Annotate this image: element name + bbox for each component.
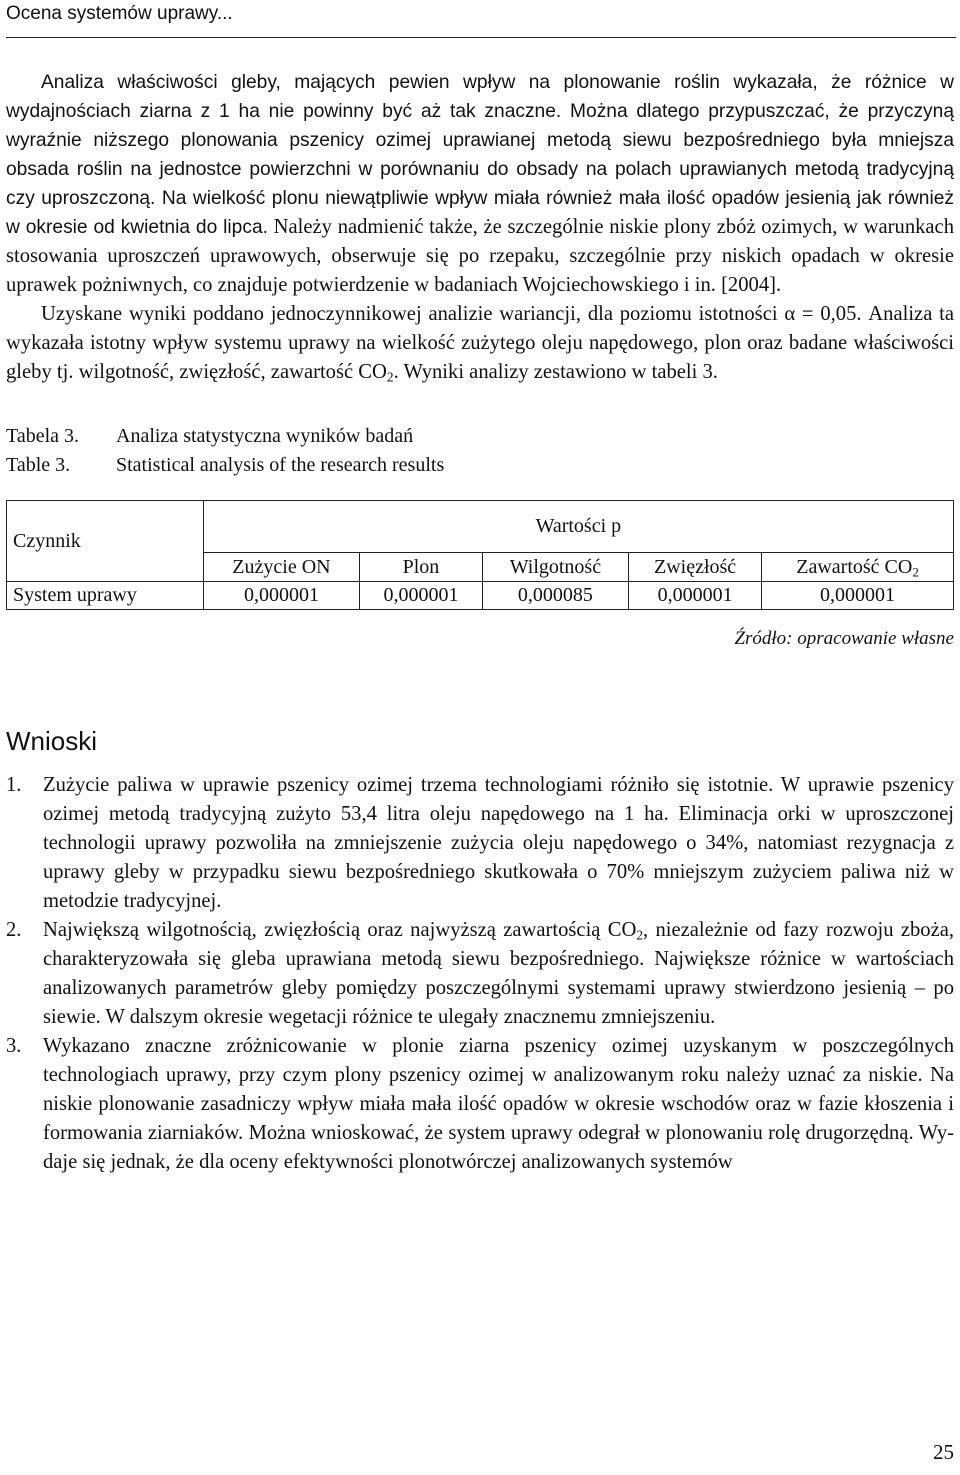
caption-en [6,451,954,480]
table-header-row [7,501,954,553]
source-note: Źródło: opracowanie własne [734,628,954,649]
list-item-number: 1. [6,774,22,796]
col-header: Zużycie ON [203,553,359,582]
col-header: Zwięzłość [629,553,762,582]
caption-pl-label: Tabela 3. [6,425,80,447]
list-item-number: 2. [6,919,22,941]
body-text [6,68,954,1177]
paragraph-soil-analysis [6,68,954,300]
table-cell: 0,000001 [203,582,359,610]
table-cell: 0,000085 [482,582,628,610]
col-header: Plon [360,553,483,582]
list-item-text-b: , niezależnie od fazy rozwoju zboża, charakteryzowała się gleba uprawiana metodą siewu bezpośredniego. Największe różnice w wartościach analizowanych parametrów gleby pomiędzy poszczególnymi systemami uprawy stwierdzono jesienią – po siewie. W dalszym okresie wegetacji różnice te ulegały znacznemu zmniejszeniu. [43,919,954,1028]
factor-header: Czynnik [7,501,204,582]
header-rule [6,37,956,38]
list-item [6,916,954,1032]
paragraph-soil-analysis-sans: Analiza właściwości gleby, mających pewien wpływ na plonowanie roślin wykazała, że różnice w wydajnościach ziarna z 1 ha nie powinny być aż tak znaczne. Można dlatego przypuszczać, że przyczyną wyraźnie niższego plonowania pszenicy ozimej uprawianej metodą siewu bezpośredniego była mniejsza obsada roślin na jednostce powierzchni w porównaniu do obsady na polach uprawianych metodą tradycyjną czy uproszczoną. Na wielkość plonu niewątpliwie wpływ miała również mała ilość opadów jesienią jak również w okresie od kwietnia do lipca. [6,72,954,238]
running-title: Ocena systemów uprawy... [6,3,233,24]
section-title: Wnioski [6,726,98,756]
list-item-text-a: Największą wilgotnością, zwięzłością oraz najwyższą zawartością CO [43,919,637,941]
list-item [6,1032,954,1177]
table-caption [6,422,954,480]
list-item-text: Wykazano znaczne zróżnicowanie w plonie ziarna pszenicy ozimej uzyskanym w poszczególnych technologiach uprawy, przy czym plony pszenicy ozimej w analizowanym roku należy uznać za niskie. Na niskie plonowanie zasadniczy wpływ miała mała ilość opadów w okresie wschodów oraz w fazie kłoszenia i formowania ziarniaków. Można wnioskować, że system uprawy odegrał w plonowaniu rolę drugorzędną. Wydaje się jednak, że dla oceny efektywności plonotwórczej analizowanych systemów [43,1035,954,1173]
caption-pl [6,422,954,451]
variance-text-a: Uzyskane wyniki poddano jednoczynnikowej analizie wariancji, dla poziomu istotności α = 0,05. Analiza ta wykazała istotny wpływ systemu uprawy na wielkość zużytego oleju napędowego, plon oraz badane właściwości gleby tj. wilgotność, zwięzłość, zawartość CO [6,303,954,383]
results-table [6,500,954,610]
paragraph-variance-analysis [6,300,954,387]
table-row [7,582,954,610]
caption-en-text: Statistical analysis of the research results [116,454,445,476]
paragraph-soil-analysis-serif: Należy nadmienić także, że szczególnie niskie plony zbóż ozimych, w warunkach stosowania uproszczeń uprawowych, obserwuje się po rzepaku, szczególnie przy niskich opadach w okresie uprawek pożniwnych, co znajduje potwierdzenie w badaniach Wojciechowskiego i in. [2004]. [6,216,954,296]
caption-en-label: Table 3. [6,454,71,476]
table-cell: 0,000001 [629,582,762,610]
col-header: Wilgotność [482,553,628,582]
page-number: 25 [933,1440,954,1464]
caption-pl-text: Analiza statystyczna wyników badań [116,425,414,447]
list-item-text: Zużycie paliwa w uprawie pszenicy ozimej trzema technologiami różniło się istotnie. W uprawie pszenicy ozimej metodą tradycyjną zużyto 53,4 litra oleju napędowego na 1 ha. Eliminacja orki w uproszczonej technologii uprawy pozwoliła na zmniejszenie zużycia oleju napędowego o 34%, natomiast rezygnacja z uprawy gleby w przypadku siewu bezpośredniego skutkowała o 70% mniejszym zużyciem paliwa niż w metodzie tradycyjnej. [43,774,954,912]
variance-co2-sub: 2 [386,369,394,385]
col-header-co2-text: Zawartość CO [796,555,913,578]
conclusions-list [6,771,954,1177]
col-header-co2 [762,553,954,582]
list-item-number: 3. [6,1035,22,1057]
table-cell: 0,000001 [762,582,954,610]
col-header-co2-sub: 2 [912,563,919,579]
row-label: System uprawy [7,582,204,610]
list-item-co2-sub: 2 [636,927,644,943]
list-item [6,771,954,916]
table-cell: 0,000001 [360,582,483,610]
p-values-header: Wartości p [203,501,953,553]
variance-text-b: . Wyniki analizy zestawiono w tabeli 3. [393,361,718,383]
